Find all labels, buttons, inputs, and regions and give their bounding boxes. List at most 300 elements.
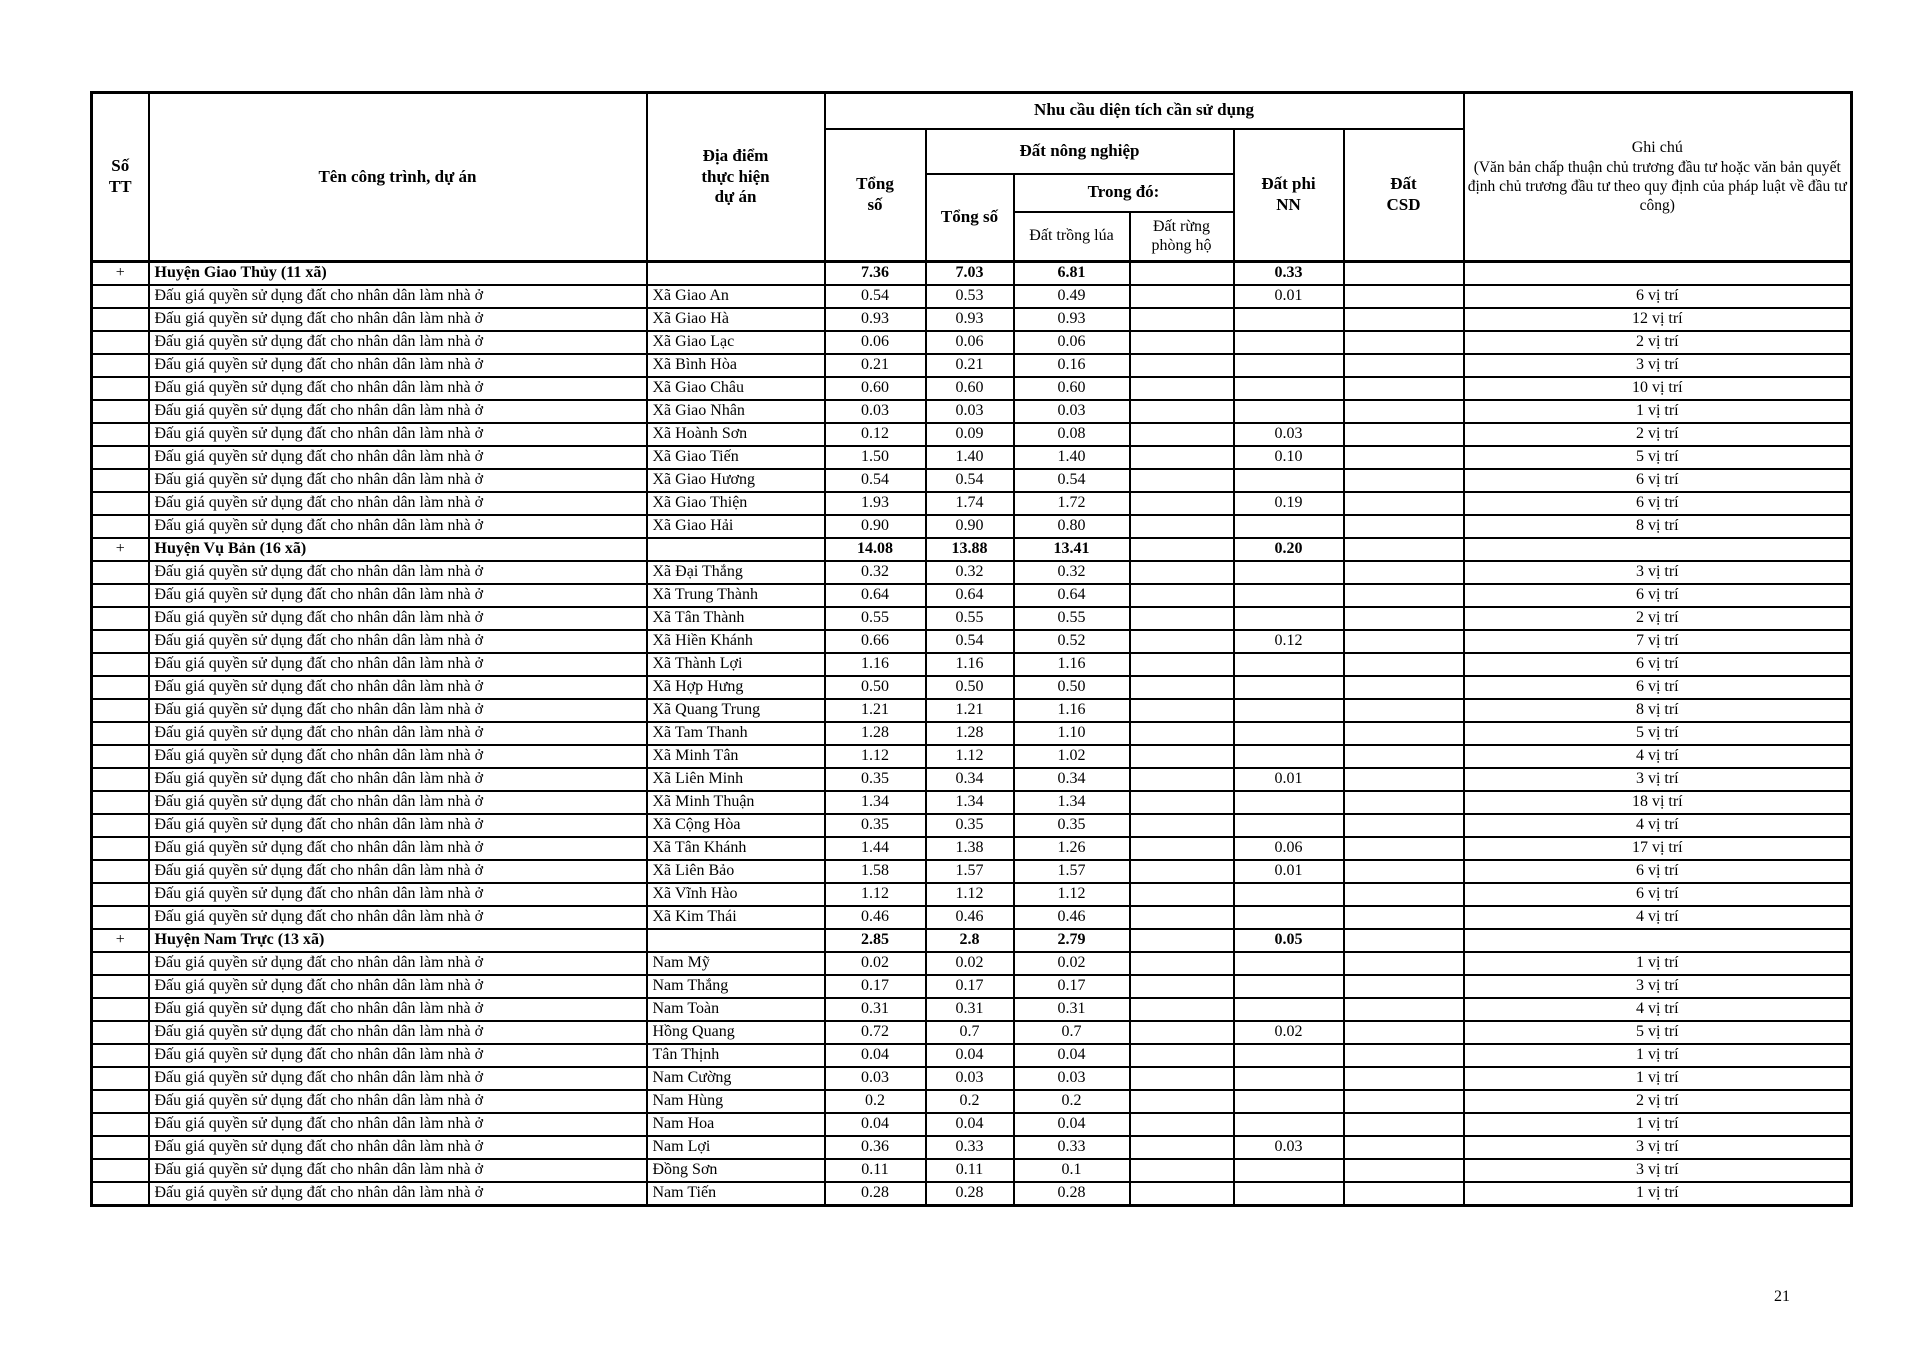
cell-location [647, 538, 825, 561]
cell-rice-land: 0.1 [1014, 1159, 1130, 1182]
cell-rice-land: 0.04 [1014, 1113, 1130, 1136]
cell-note: 4 vị trí [1464, 745, 1852, 768]
cell-project-name: Huyện Nam Trực (13 xã) [149, 929, 647, 952]
cell-total: 0.50 [825, 676, 926, 699]
cell-rice-land: 0.46 [1014, 906, 1130, 929]
cell-total: 0.35 [825, 814, 926, 837]
cell-location: Xã Trung Thành [647, 584, 825, 607]
cell-non-agri [1234, 1182, 1344, 1206]
cell-rice-land: 1.16 [1014, 699, 1130, 722]
project-row [92, 377, 1852, 400]
project-row [92, 1159, 1852, 1182]
cell-rice-land: 0.49 [1014, 285, 1130, 308]
cell-non-agri: 0.33 [1234, 262, 1344, 286]
cell-note: 6 vị trí [1464, 469, 1852, 492]
cell-non-agri [1234, 883, 1344, 906]
cell-project-name: Đấu giá quyền sử dụng đất cho nhân dân làm nhà ở [149, 1067, 647, 1090]
cell-non-agri [1234, 331, 1344, 354]
cell-unused [1344, 883, 1464, 906]
cell-rice-land: 0.7 [1014, 1021, 1130, 1044]
cell-rice-land: 0.2 [1014, 1090, 1130, 1113]
cell-project-name: Đấu giá quyền sử dụng đất cho nhân dân làm nhà ở [149, 998, 647, 1021]
cell-non-agri [1234, 814, 1344, 837]
cell-note [1464, 262, 1852, 286]
cell-non-agri [1234, 1090, 1344, 1113]
cell-rice-land: 2.79 [1014, 929, 1130, 952]
land-use-table [90, 91, 1853, 1207]
project-row [92, 952, 1852, 975]
cell-forest-land [1130, 837, 1234, 860]
cell-forest-land [1130, 929, 1234, 952]
cell-note: 5 vị trí [1464, 1021, 1852, 1044]
cell-agri-total: 0.54 [926, 630, 1014, 653]
cell-forest-land [1130, 1182, 1234, 1206]
project-row [92, 492, 1852, 515]
cell-forest-land [1130, 377, 1234, 400]
cell-total: 0.2 [825, 1090, 926, 1113]
cell-project-name: Đấu giá quyền sử dụng đất cho nhân dân làm nhà ở [149, 883, 647, 906]
cell-note: 6 vị trí [1464, 584, 1852, 607]
cell-agri-total: 0.50 [926, 676, 1014, 699]
project-row [92, 676, 1852, 699]
cell-rice-land: 0.32 [1014, 561, 1130, 584]
cell-note: 12 vị trí [1464, 308, 1852, 331]
cell-project-name: Đấu giá quyền sử dụng đất cho nhân dân làm nhà ở [149, 1090, 647, 1113]
cell-rice-land: 0.06 [1014, 331, 1130, 354]
cell-total: 0.17 [825, 975, 926, 998]
cell-project-name: Đấu giá quyền sử dụng đất cho nhân dân làm nhà ở [149, 1044, 647, 1067]
cell-non-agri: 0.10 [1234, 446, 1344, 469]
cell-unused [1344, 929, 1464, 952]
cell-total: 0.90 [825, 515, 926, 538]
project-row [92, 975, 1852, 998]
project-row [92, 1136, 1852, 1159]
cell-unused [1344, 745, 1464, 768]
project-row [92, 653, 1852, 676]
cell-stt [92, 814, 149, 837]
cell-unused [1344, 998, 1464, 1021]
cell-forest-land [1130, 860, 1234, 883]
cell-project-name: Huyện Vụ Bản (16 xã) [149, 538, 647, 561]
cell-total: 0.66 [825, 630, 926, 653]
cell-unused [1344, 1159, 1464, 1182]
cell-non-agri: 0.01 [1234, 285, 1344, 308]
cell-unused [1344, 515, 1464, 538]
cell-project-name: Đấu giá quyền sử dụng đất cho nhân dân làm nhà ở [149, 722, 647, 745]
cell-note: 4 vị trí [1464, 906, 1852, 929]
cell-stt [92, 285, 149, 308]
cell-non-agri: 0.01 [1234, 860, 1344, 883]
cell-rice-land: 1.16 [1014, 653, 1130, 676]
cell-agri-total: 0.04 [926, 1113, 1014, 1136]
cell-stt: + [92, 929, 149, 952]
cell-stt: + [92, 538, 149, 561]
cell-forest-land [1130, 952, 1234, 975]
cell-agri-total: 1.57 [926, 860, 1014, 883]
cell-agri-total: 0.32 [926, 561, 1014, 584]
cell-rice-land: 0.31 [1014, 998, 1130, 1021]
cell-agri-total: 0.11 [926, 1159, 1014, 1182]
cell-unused [1344, 607, 1464, 630]
cell-agri-total: 0.33 [926, 1136, 1014, 1159]
cell-location: Xã Giao Hà [647, 308, 825, 331]
cell-unused [1344, 584, 1464, 607]
cell-rice-land: 0.08 [1014, 423, 1130, 446]
cell-note [1464, 538, 1852, 561]
cell-stt [92, 1044, 149, 1067]
cell-stt [92, 515, 149, 538]
cell-stt [92, 653, 149, 676]
cell-forest-land [1130, 354, 1234, 377]
cell-total: 0.46 [825, 906, 926, 929]
cell-agri-total: 0.28 [926, 1182, 1014, 1206]
cell-unused [1344, 1044, 1464, 1067]
header-location: Địa điểm thực hiện dự án [647, 93, 825, 262]
cell-agri-total: 0.55 [926, 607, 1014, 630]
cell-forest-land [1130, 584, 1234, 607]
cell-total: 0.31 [825, 998, 926, 1021]
cell-rice-land: 0.34 [1014, 768, 1130, 791]
cell-non-agri: 0.19 [1234, 492, 1344, 515]
cell-agri-total: 0.03 [926, 400, 1014, 423]
cell-non-agri: 0.03 [1234, 1136, 1344, 1159]
project-row [92, 883, 1852, 906]
project-row [92, 515, 1852, 538]
cell-non-agri [1234, 400, 1344, 423]
cell-agri-total: 0.2 [926, 1090, 1014, 1113]
cell-unused [1344, 308, 1464, 331]
cell-agri-total: 0.31 [926, 998, 1014, 1021]
cell-project-name: Huyện Giao Thủy (11 xã) [149, 262, 647, 286]
project-row [92, 1182, 1852, 1206]
cell-location: Xã Liên Minh [647, 768, 825, 791]
cell-non-agri [1234, 906, 1344, 929]
cell-stt [92, 630, 149, 653]
cell-project-name: Đấu giá quyền sử dụng đất cho nhân dân làm nhà ở [149, 975, 647, 998]
cell-agri-total: 0.02 [926, 952, 1014, 975]
cell-non-agri [1234, 584, 1344, 607]
cell-stt [92, 469, 149, 492]
project-row [92, 354, 1852, 377]
cell-location: Xã Quang Trung [647, 699, 825, 722]
cell-stt [92, 1113, 149, 1136]
cell-non-agri: 0.02 [1234, 1021, 1344, 1044]
cell-total: 0.12 [825, 423, 926, 446]
cell-stt [92, 699, 149, 722]
cell-total: 0.54 [825, 469, 926, 492]
cell-unused [1344, 377, 1464, 400]
cell-location: Đồng Sơn [647, 1159, 825, 1182]
cell-rice-land: 0.03 [1014, 1067, 1130, 1090]
header-total: Tổng số [825, 129, 926, 262]
cell-forest-land [1130, 308, 1234, 331]
cell-note: 8 vị trí [1464, 515, 1852, 538]
cell-total: 0.35 [825, 768, 926, 791]
cell-unused [1344, 952, 1464, 975]
project-row [92, 998, 1852, 1021]
cell-total: 1.12 [825, 745, 926, 768]
cell-note: 6 vị trí [1464, 883, 1852, 906]
cell-location: Xã Hoành Sơn [647, 423, 825, 446]
cell-location: Xã Vĩnh Hào [647, 883, 825, 906]
cell-agri-total: 1.28 [926, 722, 1014, 745]
cell-agri-total: 0.06 [926, 331, 1014, 354]
cell-non-agri [1234, 952, 1344, 975]
cell-stt [92, 952, 149, 975]
cell-rice-land: 1.40 [1014, 446, 1130, 469]
cell-rice-land: 0.55 [1014, 607, 1130, 630]
cell-rice-land: 0.03 [1014, 400, 1130, 423]
cell-location: Xã Kim Thái [647, 906, 825, 929]
project-row [92, 285, 1852, 308]
cell-non-agri [1234, 699, 1344, 722]
cell-project-name: Đấu giá quyền sử dụng đất cho nhân dân làm nhà ở [149, 906, 647, 929]
project-row [92, 745, 1852, 768]
cell-forest-land [1130, 791, 1234, 814]
cell-project-name: Đấu giá quyền sử dụng đất cho nhân dân làm nhà ở [149, 377, 647, 400]
cell-stt [92, 676, 149, 699]
cell-non-agri [1234, 561, 1344, 584]
cell-forest-land [1130, 400, 1234, 423]
cell-location: Hồng Quang [647, 1021, 825, 1044]
cell-rice-land: 0.93 [1014, 308, 1130, 331]
header-agri-total: Tổng số [926, 174, 1014, 262]
cell-project-name: Đấu giá quyền sử dụng đất cho nhân dân làm nhà ở [149, 676, 647, 699]
cell-note: 5 vị trí [1464, 722, 1852, 745]
header-forest-land: Đất rừng phòng hộ [1130, 212, 1234, 262]
cell-agri-total: 0.60 [926, 377, 1014, 400]
project-row [92, 1067, 1852, 1090]
cell-unused [1344, 906, 1464, 929]
cell-rice-land: 1.02 [1014, 745, 1130, 768]
cell-unused [1344, 1021, 1464, 1044]
cell-agri-total: 0.7 [926, 1021, 1014, 1044]
cell-unused [1344, 653, 1464, 676]
cell-location: Nam Mỹ [647, 952, 825, 975]
cell-unused [1344, 791, 1464, 814]
cell-agri-total: 0.09 [926, 423, 1014, 446]
cell-non-agri: 0.01 [1234, 768, 1344, 791]
cell-unused [1344, 722, 1464, 745]
cell-total: 1.28 [825, 722, 926, 745]
cell-unused [1344, 837, 1464, 860]
header-notes-subtitle: (Văn bản chấp thuận chủ trương đầu tư hoặc văn bản quyết định chủ trương đầu tư theo quy định của pháp luật về đầu tư công) [1467, 158, 1847, 215]
cell-note: 1 vị trí [1464, 1113, 1852, 1136]
cell-note: 2 vị trí [1464, 607, 1852, 630]
cell-stt [92, 446, 149, 469]
cell-note: 3 vị trí [1464, 1136, 1852, 1159]
project-row [92, 607, 1852, 630]
project-row [92, 1044, 1852, 1067]
cell-non-agri [1234, 607, 1344, 630]
project-row [92, 469, 1852, 492]
cell-project-name: Đấu giá quyền sử dụng đất cho nhân dân làm nhà ở [149, 630, 647, 653]
cell-location: Xã Hiền Khánh [647, 630, 825, 653]
cell-note: 3 vị trí [1464, 768, 1852, 791]
cell-unused [1344, 1090, 1464, 1113]
header-in-which: Trong đó: [1014, 174, 1234, 212]
cell-unused [1344, 1067, 1464, 1090]
project-row [92, 1090, 1852, 1113]
cell-total: 2.85 [825, 929, 926, 952]
cell-project-name: Đấu giá quyền sử dụng đất cho nhân dân làm nhà ở [149, 745, 647, 768]
cell-location: Xã Giao Nhân [647, 400, 825, 423]
cell-project-name: Đấu giá quyền sử dụng đất cho nhân dân làm nhà ở [149, 423, 647, 446]
cell-agri-total: 0.35 [926, 814, 1014, 837]
cell-total: 0.21 [825, 354, 926, 377]
cell-rice-land: 0.54 [1014, 469, 1130, 492]
cell-forest-land [1130, 699, 1234, 722]
cell-forest-land [1130, 331, 1234, 354]
cell-note: 6 vị trí [1464, 285, 1852, 308]
cell-agri-total: 0.53 [926, 285, 1014, 308]
cell-non-agri [1234, 745, 1344, 768]
cell-total: 1.21 [825, 699, 926, 722]
cell-location: Nam Lợi [647, 1136, 825, 1159]
cell-location: Nam Hùng [647, 1090, 825, 1113]
project-row [92, 561, 1852, 584]
cell-unused [1344, 561, 1464, 584]
cell-agri-total: 1.38 [926, 837, 1014, 860]
cell-location: Xã Cộng Hòa [647, 814, 825, 837]
cell-agri-total: 13.88 [926, 538, 1014, 561]
cell-total: 0.60 [825, 377, 926, 400]
cell-rice-land: 13.41 [1014, 538, 1130, 561]
cell-location: Nam Hoa [647, 1113, 825, 1136]
project-row [92, 630, 1852, 653]
cell-agri-total: 7.03 [926, 262, 1014, 286]
cell-forest-land [1130, 1067, 1234, 1090]
cell-total: 0.72 [825, 1021, 926, 1044]
cell-total: 1.58 [825, 860, 926, 883]
cell-unused [1344, 630, 1464, 653]
cell-rice-land: 0.16 [1014, 354, 1130, 377]
cell-note: 4 vị trí [1464, 998, 1852, 1021]
district-group-row [92, 262, 1852, 286]
cell-location: Xã Giao Châu [647, 377, 825, 400]
cell-stt [92, 906, 149, 929]
cell-non-agri [1234, 791, 1344, 814]
cell-forest-land [1130, 630, 1234, 653]
cell-rice-land: 0.64 [1014, 584, 1130, 607]
cell-note: 10 vị trí [1464, 377, 1852, 400]
cell-total: 0.06 [825, 331, 926, 354]
cell-rice-land: 1.12 [1014, 883, 1130, 906]
cell-location: Xã Minh Tân [647, 745, 825, 768]
cell-location: Xã Giao Hải [647, 515, 825, 538]
cell-project-name: Đấu giá quyền sử dụng đất cho nhân dân làm nhà ở [149, 400, 647, 423]
cell-stt [92, 791, 149, 814]
project-row [92, 699, 1852, 722]
cell-project-name: Đấu giá quyền sử dụng đất cho nhân dân làm nhà ở [149, 285, 647, 308]
cell-rice-land: 0.17 [1014, 975, 1130, 998]
cell-project-name: Đấu giá quyền sử dụng đất cho nhân dân làm nhà ở [149, 607, 647, 630]
cell-stt [92, 837, 149, 860]
cell-rice-land: 1.72 [1014, 492, 1130, 515]
cell-total: 0.04 [825, 1113, 926, 1136]
cell-total: 0.64 [825, 584, 926, 607]
cell-stt [92, 745, 149, 768]
cell-stt [92, 975, 149, 998]
cell-stt [92, 722, 149, 745]
cell-forest-land [1130, 607, 1234, 630]
cell-project-name: Đấu giá quyền sử dụng đất cho nhân dân làm nhà ở [149, 331, 647, 354]
cell-location: Xã Tân Khánh [647, 837, 825, 860]
cell-unused [1344, 1182, 1464, 1206]
project-row [92, 791, 1852, 814]
cell-total: 0.11 [825, 1159, 926, 1182]
cell-stt [92, 584, 149, 607]
project-row [92, 906, 1852, 929]
cell-non-agri: 0.06 [1234, 837, 1344, 860]
cell-agri-total: 1.12 [926, 745, 1014, 768]
cell-non-agri: 0.20 [1234, 538, 1344, 561]
cell-forest-land [1130, 1090, 1234, 1113]
cell-project-name: Đấu giá quyền sử dụng đất cho nhân dân làm nhà ở [149, 860, 647, 883]
cell-project-name: Đấu giá quyền sử dụng đất cho nhân dân làm nhà ở [149, 653, 647, 676]
cell-stt [92, 860, 149, 883]
header-stt: Số TT [92, 93, 149, 262]
cell-total: 7.36 [825, 262, 926, 286]
cell-stt [92, 1136, 149, 1159]
cell-location: Xã Thành Lợi [647, 653, 825, 676]
header-notes-title: Ghi chú [1631, 139, 1683, 157]
cell-unused [1344, 860, 1464, 883]
cell-forest-land [1130, 1159, 1234, 1182]
cell-note: 6 vị trí [1464, 860, 1852, 883]
cell-location: Tân Thịnh [647, 1044, 825, 1067]
cell-unused [1344, 423, 1464, 446]
cell-project-name: Đấu giá quyền sử dụng đất cho nhân dân làm nhà ở [149, 837, 647, 860]
cell-rice-land: 0.33 [1014, 1136, 1130, 1159]
cell-forest-land [1130, 515, 1234, 538]
cell-stt [92, 998, 149, 1021]
cell-unused [1344, 814, 1464, 837]
cell-stt: + [92, 262, 149, 286]
district-group-row [92, 929, 1852, 952]
cell-rice-land: 0.02 [1014, 952, 1130, 975]
cell-forest-land [1130, 653, 1234, 676]
cell-unused [1344, 676, 1464, 699]
cell-note: 6 vị trí [1464, 492, 1852, 515]
cell-stt [92, 400, 149, 423]
cell-non-agri [1234, 1113, 1344, 1136]
cell-non-agri [1234, 354, 1344, 377]
header-agri-group: Đất nông nghiệp [926, 129, 1234, 174]
cell-note: 1 vị trí [1464, 400, 1852, 423]
project-row [92, 1113, 1852, 1136]
cell-forest-land [1130, 814, 1234, 837]
cell-unused [1344, 975, 1464, 998]
cell-agri-total: 2.8 [926, 929, 1014, 952]
cell-non-agri: 0.03 [1234, 423, 1344, 446]
cell-location: Nam Tiến [647, 1182, 825, 1206]
cell-rice-land: 0.28 [1014, 1182, 1130, 1206]
header-unused: Đất CSD [1344, 129, 1464, 262]
project-row [92, 584, 1852, 607]
cell-stt [92, 492, 149, 515]
cell-stt [92, 883, 149, 906]
project-row [92, 400, 1852, 423]
cell-unused [1344, 699, 1464, 722]
cell-unused [1344, 768, 1464, 791]
cell-forest-land [1130, 975, 1234, 998]
header-demand-group: Nhu cầu diện tích cần sử dụng [825, 93, 1464, 129]
cell-note: 1 vị trí [1464, 1044, 1852, 1067]
cell-location: Xã Tam Thanh [647, 722, 825, 745]
cell-stt [92, 377, 149, 400]
cell-non-agri: 0.05 [1234, 929, 1344, 952]
